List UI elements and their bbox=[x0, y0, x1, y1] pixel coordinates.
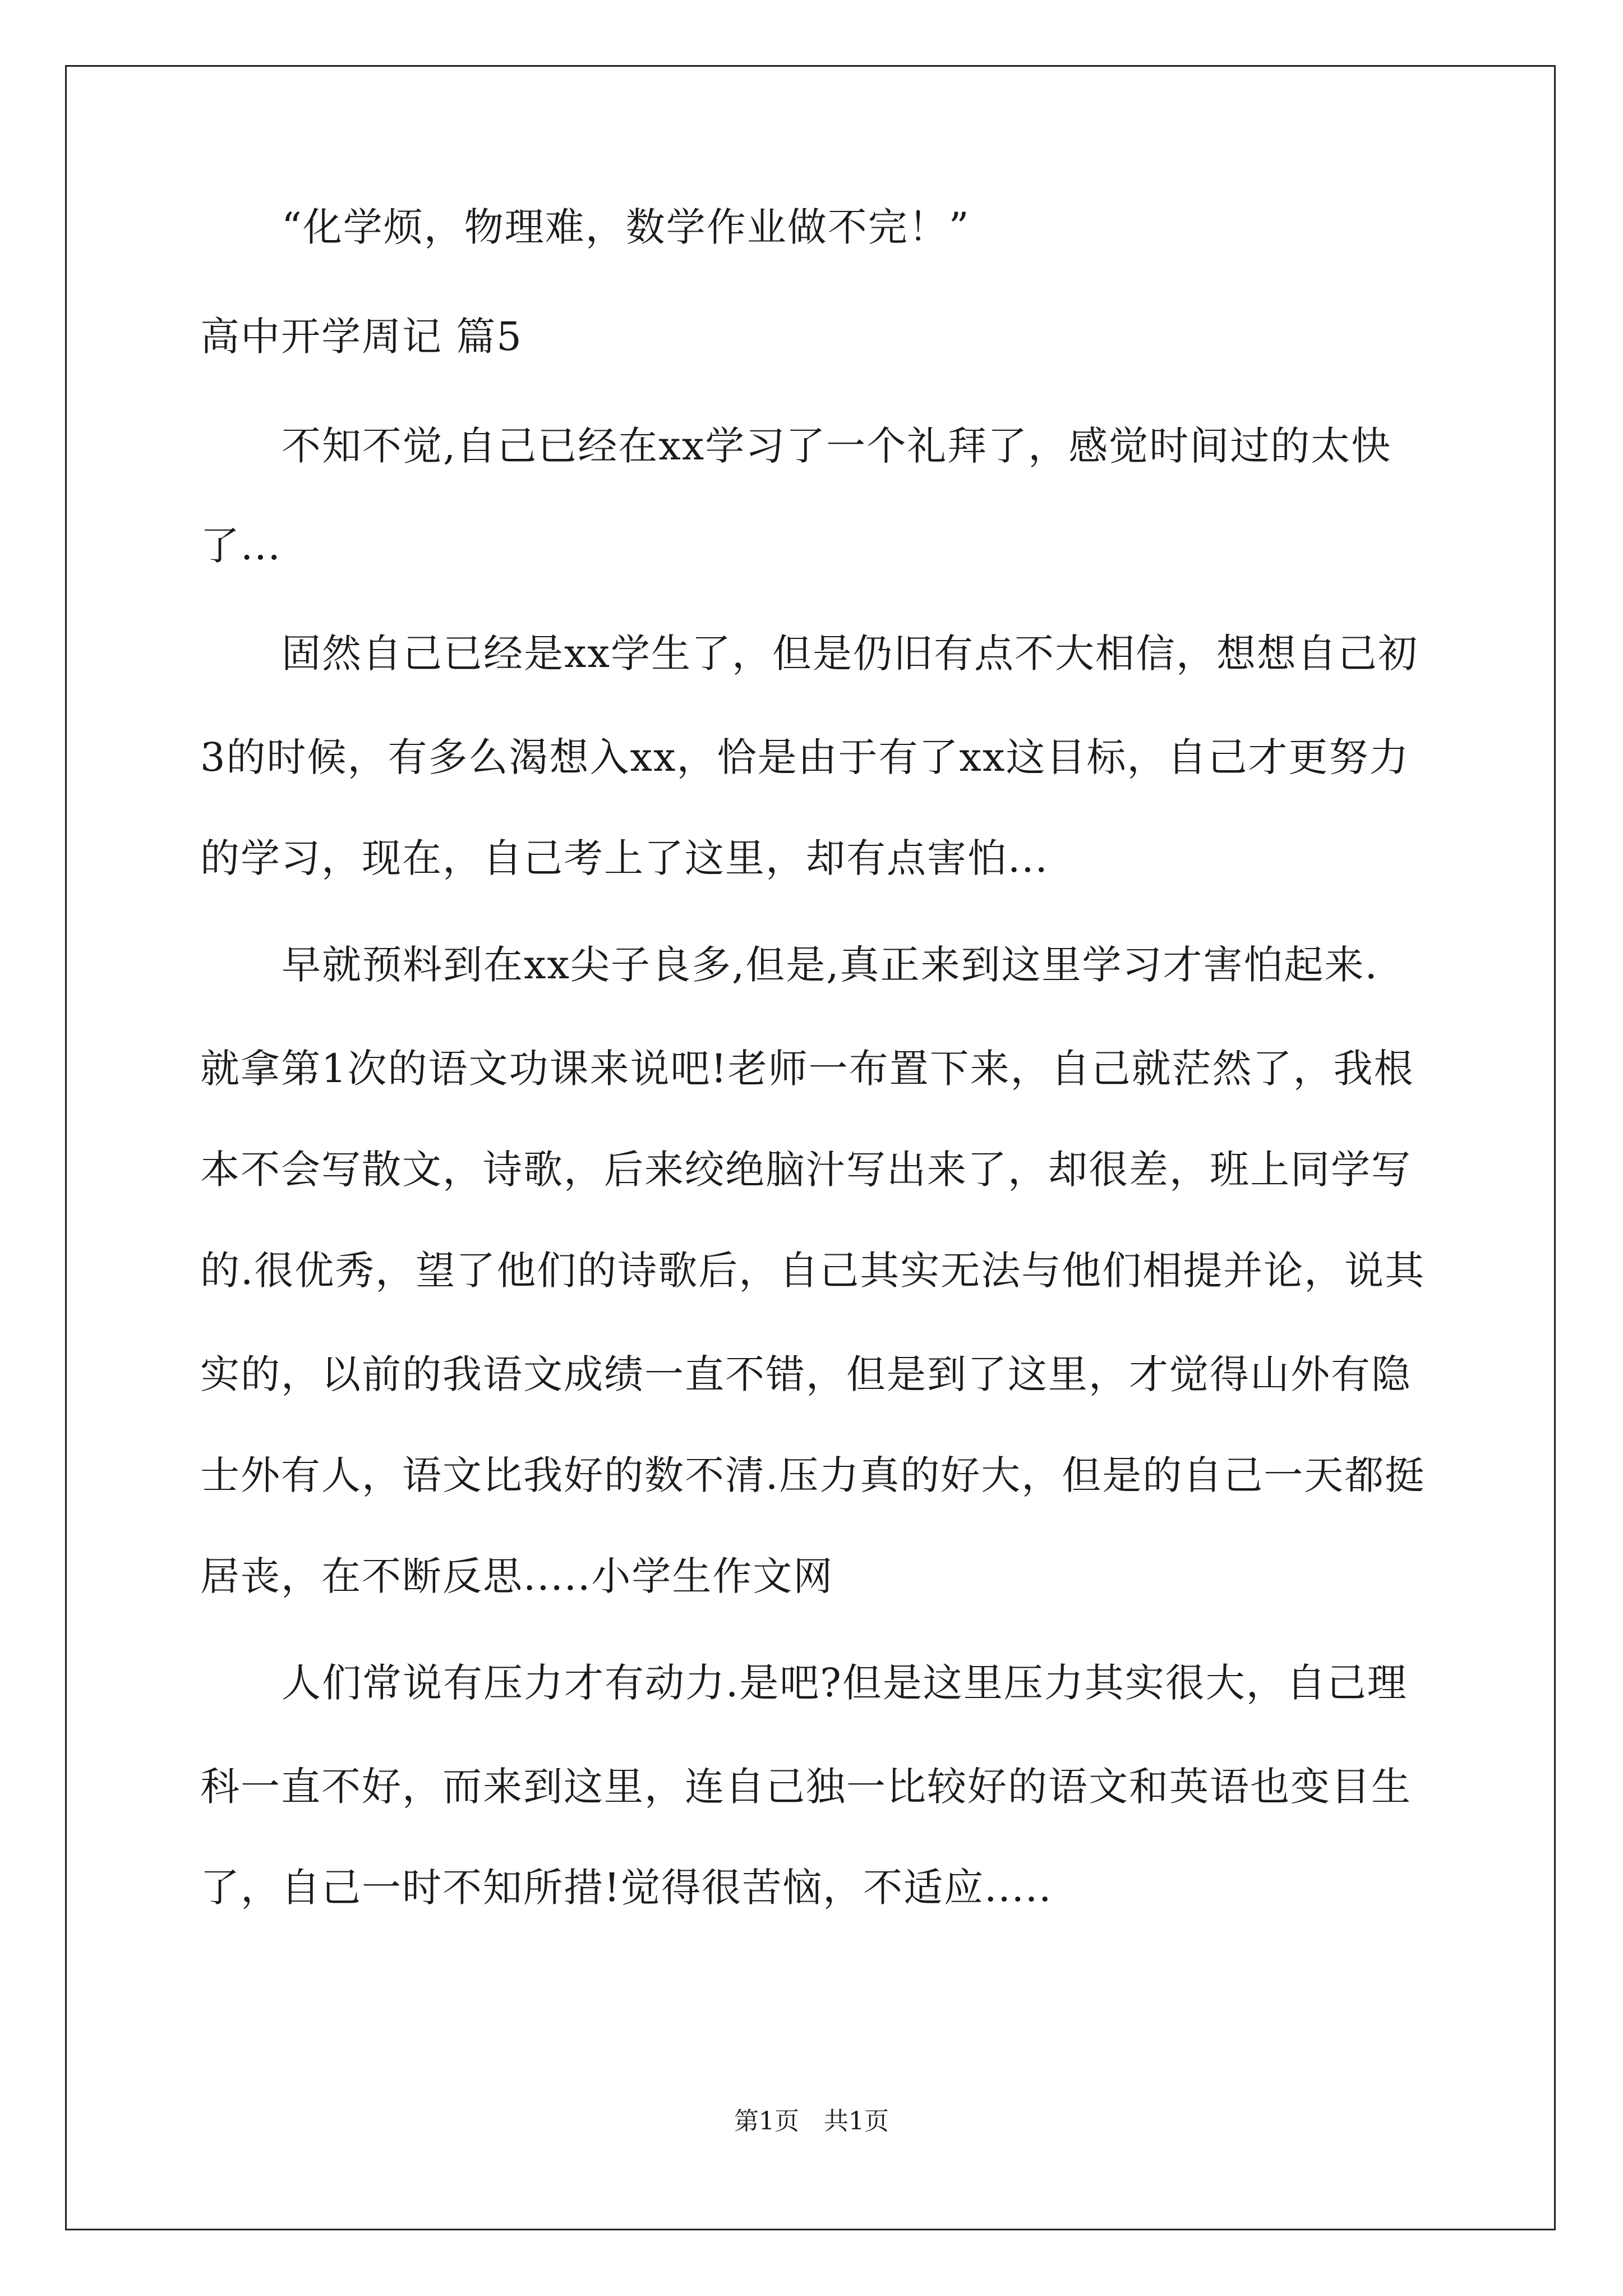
paragraph-line: 就拿第1次的语文功课来说吧!老师一布置下来，自己就茫然了，我根 bbox=[200, 1046, 1414, 1092]
paragraph-line: 的.很优秀，望了他们的诗歌后，自己其实无法与他们相提并论，说其 bbox=[200, 1248, 1426, 1294]
paragraph-line: 了... bbox=[200, 523, 282, 569]
paragraph-line: 居丧，在不断反思.....小学生作文网 bbox=[200, 1553, 834, 1599]
paragraph-line: 了，自己一时不知所措!觉得很苦恼，不适应..... bbox=[200, 1865, 1053, 1911]
paragraph-line: 不知不觉,自己已经在xx学习了一个礼拜了，感觉时间过的太快 bbox=[282, 423, 1392, 469]
paragraph-line: 人们常说有压力才有动力.是吧?但是这里压力其实很大，自己理 bbox=[282, 1660, 1408, 1706]
paragraph-line: 士外有人，语文比我好的数不清.压力真的好大，但是的自己一天都挺 bbox=[200, 1452, 1426, 1498]
page-footer: 第1页 共1页 bbox=[734, 2107, 889, 2136]
paragraph-line: 科一直不好，而来到这里，连自己独一比较好的语文和英语也变目生 bbox=[200, 1764, 1412, 1810]
paragraph-line: 本不会写散文，诗歌，后来绞绝脑汁写出来了，却很差，班上同学写 bbox=[200, 1147, 1412, 1193]
quote-line: “化学烦，物理难，数学作业做不完！” bbox=[282, 204, 970, 250]
paragraph-line: 3的时候，有多么渴想入xx，恰是由于有了xx这目标，自己才更努力 bbox=[200, 734, 1410, 780]
paragraph-line: 固然自己已经是xx学生了，但是仍旧有点不大相信，想想自己初 bbox=[282, 631, 1418, 677]
section-heading: 高中开学周记 篇5 bbox=[200, 314, 523, 360]
paragraph-line: 实的，以前的我语文成绩一直不错，但是到了这里，才觉得山外有隐 bbox=[200, 1351, 1412, 1397]
paragraph-line: 早就预料到在xx尖子良多,但是,真正来到这里学习才害怕起来. bbox=[282, 942, 1378, 988]
paragraph-line: 的学习，现在，自己考上了这里，却有点害怕... bbox=[200, 835, 1049, 881]
